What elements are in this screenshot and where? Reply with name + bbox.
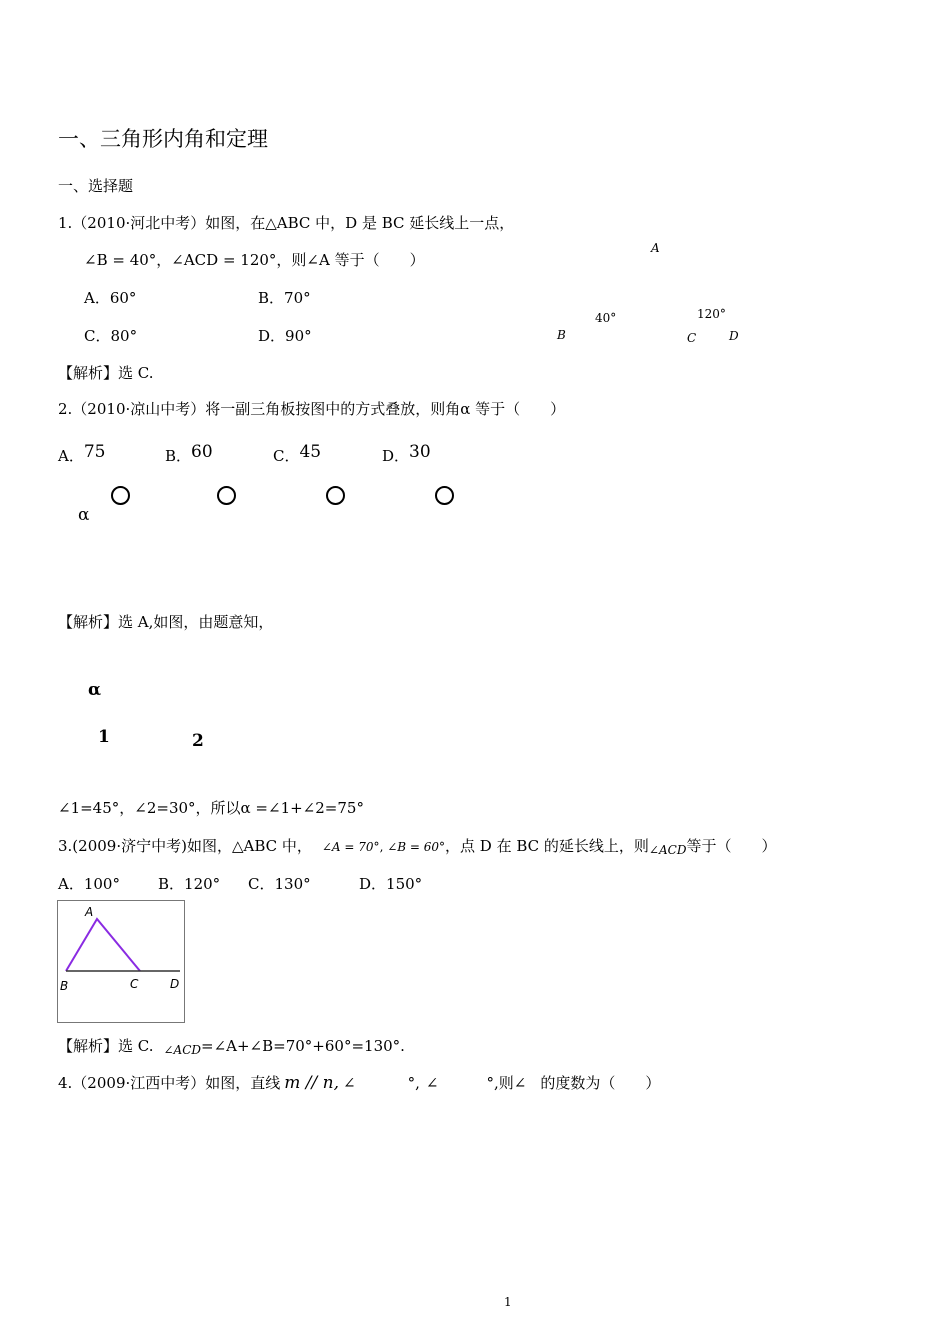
q1-option-d: D．90° bbox=[258, 327, 312, 345]
q1-option-c: C．80° bbox=[84, 327, 138, 345]
degree-circle-icon bbox=[217, 486, 236, 505]
q2-option-b-value: 60 bbox=[191, 442, 213, 462]
q4-angle-1: ∠ bbox=[343, 1074, 356, 1092]
q2-option-c bbox=[273, 442, 322, 466]
section-heading: 一、选择题 bbox=[58, 177, 134, 195]
q2-option-a-letter: A． bbox=[58, 447, 84, 465]
q2-answer: 【解析】选 A,如图，由题意知， bbox=[58, 613, 274, 631]
q2-conclusion: ∠1=45°，∠2=30°，所以α =∠1+∠2=75° bbox=[58, 799, 364, 817]
q4-degree-2: °, bbox=[486, 1074, 499, 1092]
q3-figure-label-d: D bbox=[170, 977, 180, 991]
q4-stem bbox=[58, 1072, 660, 1093]
q3-angle: ∠ACD bbox=[648, 843, 687, 857]
q3-stem-c: 等于（ ） bbox=[686, 837, 777, 855]
q2-option-a bbox=[58, 442, 106, 466]
q1-figure-label-a: A bbox=[651, 241, 660, 255]
q3-condition-b: ∠B = 60° bbox=[387, 840, 446, 854]
q1-figure-label-b: B bbox=[557, 328, 566, 342]
q3-answer-body: =∠A+∠B=70°+60°=130°. bbox=[201, 1037, 405, 1055]
degree-circle-icon bbox=[326, 486, 345, 505]
q2-option-b bbox=[165, 442, 213, 466]
q1-figure-label-c: C bbox=[687, 331, 697, 345]
q3-figure-label-b: B bbox=[60, 979, 69, 993]
q2-option-b-letter: B． bbox=[165, 447, 192, 465]
q1-option-b: B．70° bbox=[258, 289, 311, 307]
q3-stem: 3.(2009·济宁中考)如图，△ABC 中， ∠A = 70°, ∠B = 60°，点 D 在 BC 的延长线上，则$_{\angle ACD}$等于（ ） bbox=[58, 837, 777, 857]
q3-stem-a: 3.(2009·济宁中考)如图，△ABC 中， bbox=[58, 837, 312, 855]
q2-option-c-letter: C． bbox=[273, 447, 300, 465]
q2-option-d bbox=[382, 442, 431, 466]
q3-triangle-figure bbox=[57, 900, 185, 1023]
q2-figure-label-1: 1 bbox=[98, 727, 110, 747]
q2-option-d-letter: D． bbox=[382, 447, 410, 465]
q4-stem-a: 4.（2009·江西中考）如图，直线 bbox=[58, 1074, 281, 1092]
q1-figure-angle-acd: 120° bbox=[697, 307, 726, 321]
q2-figure-label-2: 2 bbox=[192, 731, 204, 751]
q1-stem: 1.（2010·河北中考）如图，在△ABC 中，D 是 BC 延长线上一点， bbox=[58, 214, 515, 232]
q2-option-c-value: 45 bbox=[299, 442, 322, 462]
q4-tail: 的度数为（ ） bbox=[540, 1074, 661, 1092]
q3-option-b: B．120° bbox=[158, 875, 221, 893]
q1-figure-angle-b: 40° bbox=[595, 311, 617, 325]
q3-figure-label-c: C bbox=[130, 977, 139, 991]
q4-degree-1: °, bbox=[407, 1074, 420, 1092]
q3-figure-label-a: A bbox=[85, 905, 94, 919]
q1-condition: ∠B = 40°，∠ACD = 120°，则∠A 等于（ ） bbox=[84, 251, 425, 269]
q2-figure-alpha: α bbox=[88, 680, 102, 700]
q2-alpha-label: α bbox=[78, 505, 90, 525]
q3-option-d: D．150° bbox=[359, 875, 423, 893]
q3-condition-a: ∠A = 70° bbox=[321, 840, 380, 854]
page-number: 1 bbox=[504, 1295, 512, 1309]
degree-circle-icon bbox=[111, 486, 130, 505]
q1-figure-label-d: D bbox=[729, 329, 739, 343]
q3-option-c: C．130° bbox=[248, 875, 311, 893]
q2-option-a-value: 75 bbox=[83, 442, 106, 462]
q3-triangle-svg bbox=[58, 901, 184, 1022]
degree-circle-icon bbox=[435, 486, 454, 505]
q3-answer-prefix: 【解析】选 C. bbox=[58, 1037, 154, 1055]
q2-option-d-value: 30 bbox=[409, 442, 431, 462]
q1-option-a: A．60° bbox=[84, 289, 137, 307]
q3-stem-b: ，点 D 在 BC 的延长线上，则 bbox=[445, 837, 649, 855]
q3-answer bbox=[58, 1035, 405, 1056]
q1-answer: 【解析】选 C. bbox=[58, 364, 154, 382]
q4-mn: m // n, bbox=[284, 1073, 340, 1093]
q4-then: 则∠ bbox=[498, 1074, 527, 1092]
q4-angle-2: ∠ bbox=[425, 1074, 439, 1092]
page-title: 一、三角形内角和定理 bbox=[58, 127, 268, 151]
q3-option-a: A．100° bbox=[58, 875, 120, 893]
q3-answer-angle: ∠ACD bbox=[163, 1043, 202, 1057]
q2-stem: 2.（2010·凉山中考）将一副三角板按图中的方式叠放，则角α 等于（ ） bbox=[58, 400, 566, 418]
